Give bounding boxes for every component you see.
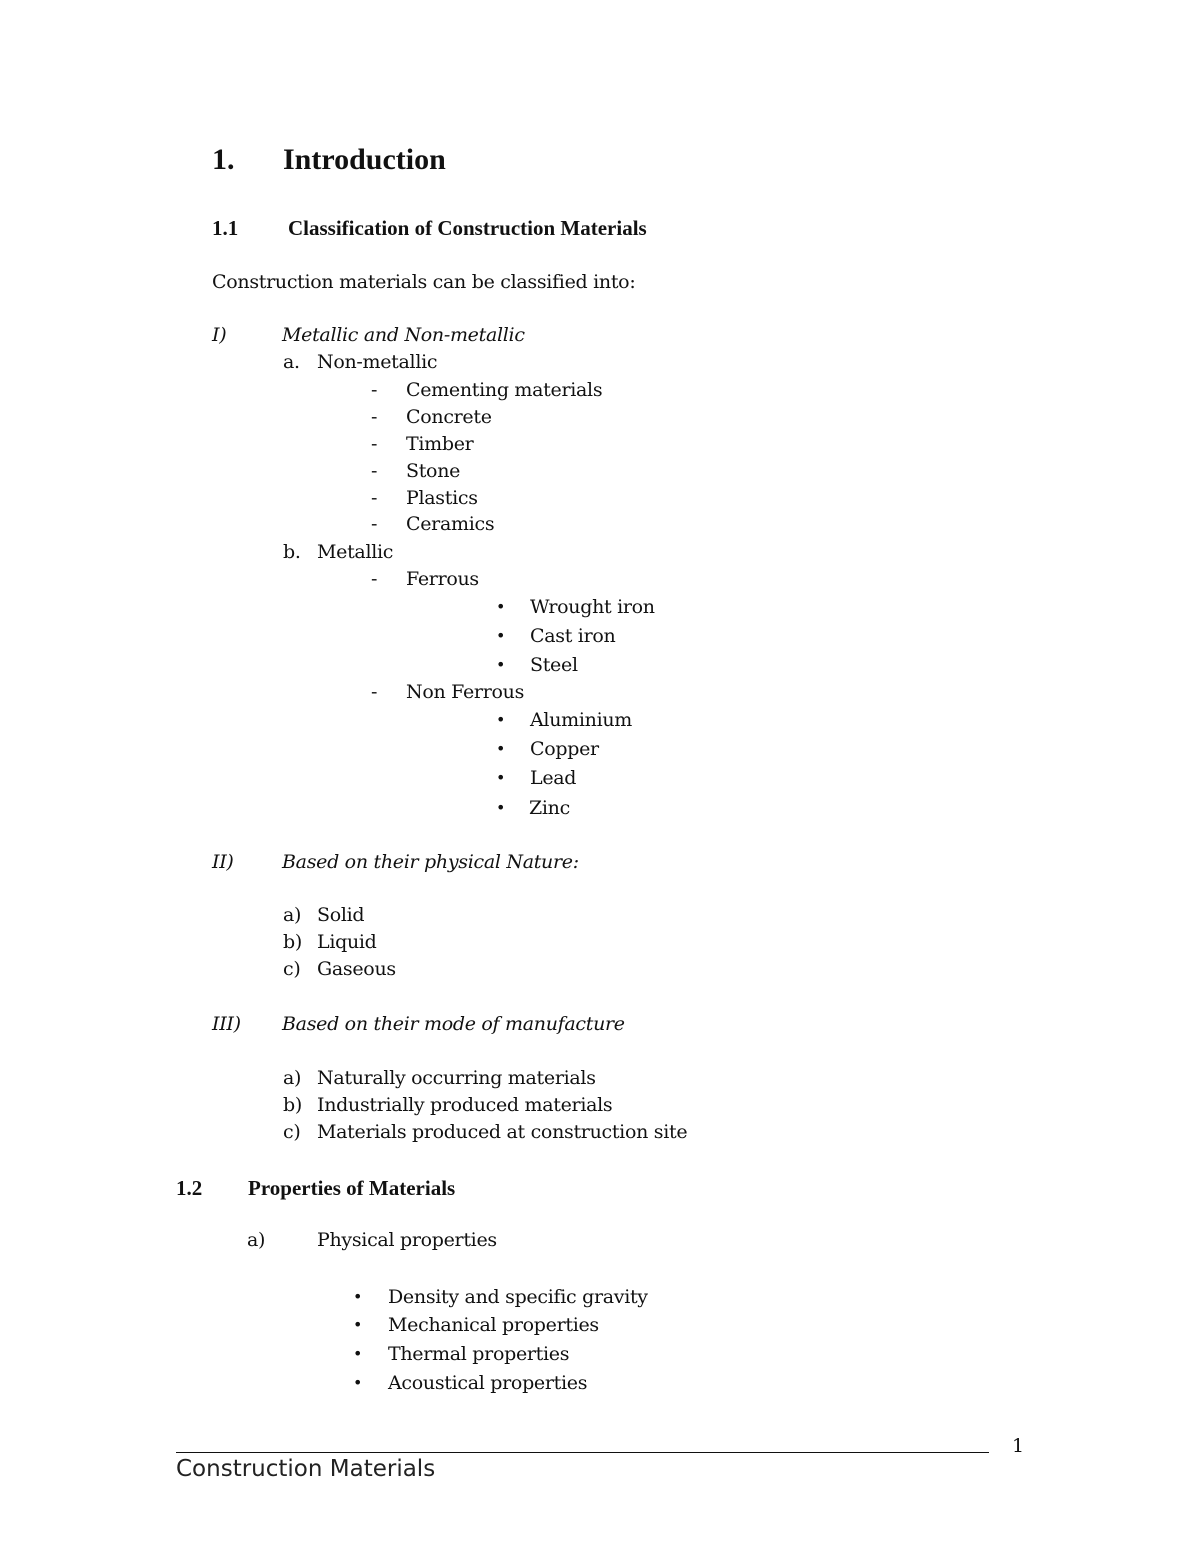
list-item: Cementing materials: [406, 379, 603, 401]
dash-marker: -: [371, 460, 378, 482]
list-item: Wrought iron: [530, 596, 655, 618]
bullet-icon: •: [353, 1315, 363, 1334]
list-item: Lead: [530, 767, 577, 789]
list-item: Ceramics: [406, 513, 495, 535]
sub-label: Non-metallic: [317, 351, 438, 373]
list-item: Density and specific gravity: [388, 1286, 648, 1308]
group-label: Non Ferrous: [406, 681, 525, 703]
footer-rule: [176, 1452, 989, 1453]
section-title: Properties of Materials: [248, 1176, 456, 1200]
list-item: Zinc: [529, 797, 570, 819]
list-item: Mechanical properties: [388, 1314, 599, 1336]
page-number: 1: [1012, 1435, 1025, 1457]
sub-marker: b): [283, 1094, 302, 1116]
dash-marker: -: [371, 433, 378, 455]
list-item: Aluminium: [530, 709, 632, 731]
bullet-icon: •: [496, 739, 506, 758]
bullet-icon: •: [496, 597, 506, 616]
class-title: Metallic and Non-metallic: [282, 324, 525, 346]
list-item: Copper: [530, 738, 599, 760]
bullet-icon: •: [353, 1373, 363, 1392]
sub-marker: c): [283, 1121, 301, 1143]
section-number: 1.1: [212, 216, 239, 240]
list-item: Acoustical properties: [388, 1372, 588, 1394]
sub-marker: c): [283, 958, 301, 980]
dash-marker: -: [371, 406, 378, 428]
bullet-icon: •: [496, 626, 506, 645]
sub-label: Gaseous: [317, 958, 396, 980]
bullet-icon: •: [353, 1344, 363, 1363]
section-title: Classification of Construction Materials: [288, 216, 647, 240]
group-label: Ferrous: [406, 568, 479, 590]
section-number: 1.2: [176, 1176, 203, 1200]
dash-marker: -: [371, 568, 378, 590]
class-marker: II): [212, 851, 234, 873]
sub-label: Physical properties: [317, 1229, 497, 1251]
sub-marker: a): [247, 1229, 266, 1251]
sub-label: Naturally occurring materials: [317, 1067, 596, 1089]
dash-marker: -: [371, 513, 378, 535]
sub-marker: b.: [283, 541, 301, 563]
class-title: Based on their physical Nature:: [282, 851, 579, 873]
heading-title: Introduction: [283, 143, 446, 176]
bullet-icon: •: [496, 655, 506, 674]
intro-paragraph: Construction materials can be classified into:: [212, 271, 636, 293]
bullet-icon: •: [496, 798, 506, 817]
list-item: Timber: [406, 433, 474, 455]
dash-marker: -: [371, 487, 378, 509]
heading-number: 1.: [212, 143, 235, 176]
sub-label: Liquid: [317, 931, 377, 953]
class-title: Based on their mode of manufacture: [282, 1013, 625, 1035]
class-marker: III): [212, 1013, 241, 1035]
class-marker: I): [212, 324, 227, 346]
sub-label: Solid: [317, 904, 365, 926]
sub-marker: a): [283, 904, 302, 926]
list-item: Steel: [530, 654, 578, 676]
sub-marker: a): [283, 1067, 302, 1089]
bullet-icon: •: [353, 1287, 363, 1306]
dash-marker: -: [371, 379, 378, 401]
footer-text: Construction Materials: [176, 1456, 436, 1482]
list-item: Stone: [406, 460, 461, 482]
sub-marker: b): [283, 931, 302, 953]
list-item: Thermal properties: [388, 1343, 570, 1365]
sub-marker: a.: [283, 351, 300, 373]
list-item: Plastics: [406, 487, 478, 509]
sub-label: Metallic: [317, 541, 394, 563]
bullet-icon: •: [496, 710, 506, 729]
sub-label: Materials produced at construction site: [317, 1121, 688, 1143]
list-item: Cast iron: [530, 625, 616, 647]
dash-marker: -: [371, 681, 378, 703]
list-item: Concrete: [406, 406, 492, 428]
sub-label: Industrially produced materials: [317, 1094, 613, 1116]
bullet-icon: •: [496, 768, 506, 787]
